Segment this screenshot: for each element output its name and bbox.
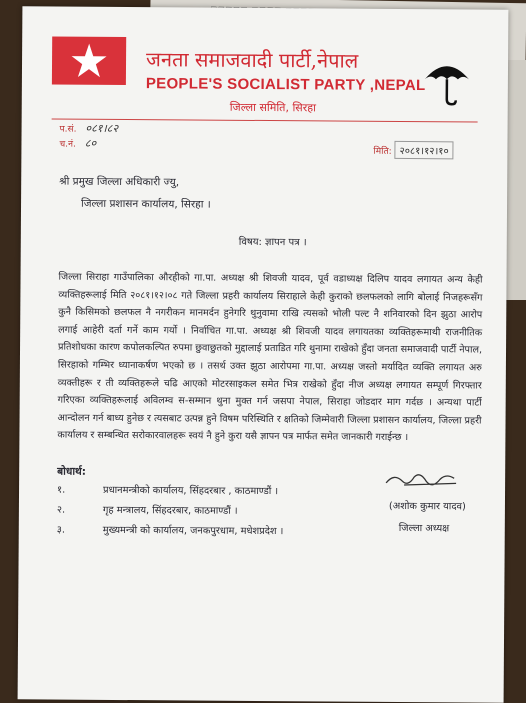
signatory-name: (अशोक कुमार यादव): [388, 500, 466, 513]
org-committee: जिल्ला समिति, सिरहा: [229, 100, 317, 115]
cc-item-text: गृह मन्त्रालय, सिंहदरबार, काठमाण्डौं ।: [102, 504, 238, 517]
ref-number-row: [60, 121, 119, 136]
org-name-english: PEOPLE'S SOCIALIST PARTY ,NEPAL: [145, 75, 426, 95]
dispatch-number-row: [59, 136, 96, 151]
cc-label: बोधार्थ:: [57, 465, 87, 478]
cc-item: [57, 483, 278, 498]
cc-item-number: २.: [56, 504, 66, 516]
subject-line: विषय: ज्ञापन पत्र ।: [238, 236, 307, 249]
addressee-line-2: जिल्ला प्रशासन कार्यालय, सिरहा ।: [81, 197, 211, 211]
dispatch-label: च.नं.: [59, 139, 76, 150]
cc-item: [57, 523, 284, 538]
signatory-title: जिल्ला अध्यक्ष: [398, 522, 450, 535]
star-icon: [70, 42, 108, 80]
cc-item: [57, 503, 238, 517]
ref-value: ०८१।८२: [85, 121, 119, 135]
signature: [384, 469, 464, 492]
cc-item-text: मुख्यमन्त्री को कार्यालय, जनकपुरधाम, मधेशप्रदेश ।: [102, 524, 284, 538]
date-value: २०८१।१२।१०: [394, 141, 453, 159]
ref-label: प.सं.: [59, 124, 77, 135]
letter-body: जिल्ला सिराहा गाउँपालिका औरहीको गा.पा. अध्यक्ष श्री शिवजी यादव, पूर्व वडाध्यक्ष दिलिप यादव लगायत अन्य केही व्यक्तिहरूलाई मिति २०८१।१२।०८ गते जिल्ला प्रहरी कार्यालय सिराहाले केही कुराको छलफलको लागि बोलाई निजहरूसँग कुनै किसिमको छलफल नै नगरीकन मानमर्दन हुनेगरि थुनुवामा राखि त्यसको भोली पल्ट नै शनिवारको दिन झुठा आरोप लगाई आहेरी दर्ता गर्ने काम गर्यो । निर्वाचित गा.पा. अध्यक्ष श्री शिवजी यादव लगायतका व्यक्तिहरूमाथी राजनीतिक प्रतिशोधका कारण कपोलकल्पित रुपमा छुवाछुतको मुद्दालाई प्रताडित गरि थुनामा राखेको हुँदा जनता समाजवादी पार्टी नेपाल, सिरहाको गम्भिर ध्यानाकर्षण भएको छ । तसर्थ उक्त झुठा आरोपमा गा.पा. अध्यक्ष जस्तो मर्यादित व्यक्ति लगायत अरु व्यक्तीहरू र ती व्यक्तिहरूले चढि आएको मोटरसाइकल समेत भित्र राखेको हुँदा नीज अध्यक्ष लगायत सम्पूर्ण गिरफ्तार गरिएका व्यक्तिहरूलाई अविलम्व स-सम्मान थुना मुक्त गर्न जसपा नेपाल, सिराहा जोडदार माग गर्दछ । अन्यथा पार्टी आन्दोलन गर्न बाध्य हुनेछ र त्यसबाट उत्पन्न हुने विषम परिस्थिति र क्षतिको जिम्मेवारी जिल्ला प्रशासन कार्यालय, जिल्ला प्रहरी कार्यालय र सम्बन्धित सरोकारवालहरू स्वयं नै हुने कुरा यसै ज्ञापन पत्र मार्फत समेत जानकारी गराईन्छ ।: [57, 271, 483, 444]
letter-page: [18, 6, 509, 702]
party-flag: [52, 37, 126, 86]
date-label: मिति:: [373, 146, 392, 157]
org-name-nepali: जनता समाजवादी पार्टी,नेपाल: [145, 47, 359, 73]
dispatch-value: ८०: [84, 136, 97, 150]
cc-item-number: १.: [57, 484, 66, 496]
cc-item-number: ३.: [56, 524, 66, 536]
addressee-line-1: श्री प्रमुख जिल्ला अधिकारी ज्यु,: [59, 175, 180, 189]
date-row: [373, 141, 453, 160]
cc-item-text: प्रधानमन्त्रीको कार्यालय, सिंहदरबार , काठमाण्डौं ।: [103, 484, 279, 498]
umbrella-icon: [422, 57, 472, 107]
